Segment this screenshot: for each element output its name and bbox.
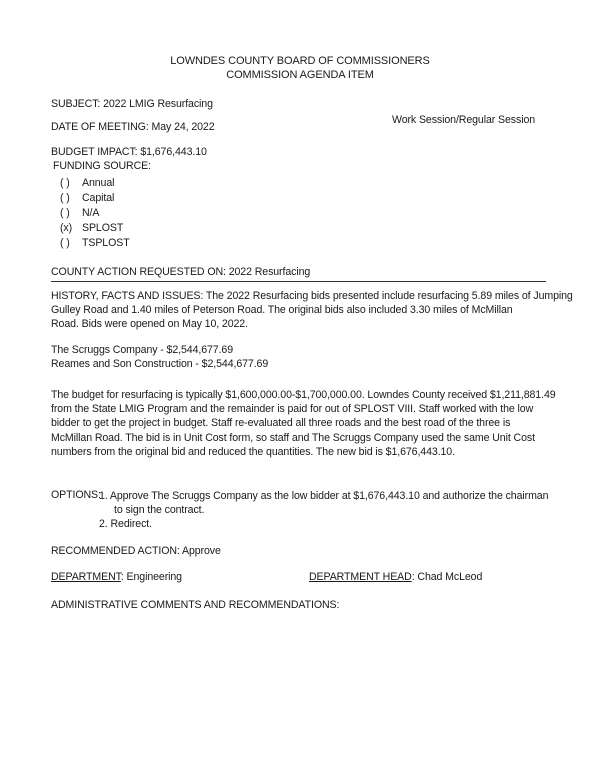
subject-label: SUBJECT: [51, 98, 101, 110]
history-line: Gulley Road and 1.40 miles of Peterson Road. The original bids also included 3.30 miles of McMillan [51, 304, 513, 317]
department-head-label: DEPARTMENT HEAD [309, 571, 412, 583]
budget-impact-value: $1,676,443.10 [140, 146, 207, 158]
department-line [51, 571, 182, 583]
funding-option-label: Capital [82, 192, 115, 204]
session-type: Work Session/Regular Session [392, 114, 536, 126]
narrative-line: numbers from the original bid and reduced the quantities. The new bid is $1,676,443.10. [51, 445, 455, 458]
county-action-value: 2022 Resurfacing [228, 266, 311, 278]
subject-line [51, 98, 213, 110]
history-line: HISTORY, FACTS AND ISSUES: The 2022 Resurfacing bids presented include resurfacing 5.89 miles of Jumping [51, 290, 573, 302]
organization-title: LOWNDES COUNTY BOARD OF COMMISSIONERS [170, 55, 430, 67]
funding-option-label: N/A [82, 207, 100, 219]
narrative-line: The budget for resurfacing is typically $1,600,000.00-$1,700,000.00. Lowndes County received $1,211,881.49 [51, 389, 556, 401]
budget-narrative [51, 388, 556, 459]
department-head-line [309, 571, 482, 583]
department-label: DEPARTMENT [51, 571, 121, 583]
budget-impact-label: BUDGET IMPACT: [51, 146, 138, 158]
recommended-action-label: RECOMMENDED ACTION: [51, 545, 180, 557]
section-divider [51, 281, 546, 282]
county-action-line [51, 266, 310, 278]
funding-source-list [60, 176, 130, 251]
document-header [0, 54, 600, 82]
option-2: 2. Redirect. [99, 518, 152, 531]
narrative-line: McMillan Road. The bid is in Unit Cost form, so staff and The Scruggs Company used the same Unit Cost [51, 431, 535, 444]
option-1: 1. Approve The Scruggs Company as the low bidder at $1,676,443.10 and authorize the chairman [99, 490, 549, 502]
bid-entry: The Scruggs Company - $2,544,677.69 [51, 344, 234, 356]
checkbox-mark: ( ) [60, 207, 70, 219]
funding-option-label: Annual [82, 177, 115, 189]
narrative-line: from the State LMIG Program and the remainder is paid for out of SPLOST VIII. Staff worked with the low [51, 403, 534, 416]
funding-option-capital [60, 191, 130, 206]
narrative-line: bidder to get the project in budget. Staff re-evaluated all three roads and the best road of the three is [51, 417, 511, 430]
option-1-continuation: to sign the contract. [114, 504, 205, 517]
meeting-date-line [51, 121, 215, 133]
meeting-date-label: DATE OF MEETING: [51, 121, 149, 133]
history-line: Road. Bids were opened on May 10, 2022. [51, 318, 248, 331]
subject-value: 2022 LMIG Resurfacing [103, 98, 213, 110]
funding-source-label: FUNDING SOURCE: [53, 160, 151, 172]
recommended-action-value: Approve [182, 545, 221, 557]
funding-option-label: TSPLOST [82, 237, 130, 249]
funding-option-annual [60, 176, 130, 191]
budget-impact-line [51, 146, 207, 158]
checkbox-mark: ( ) [60, 192, 70, 204]
document-type-title: COMMISSION AGENDA ITEM [226, 69, 374, 81]
funding-option-label: SPLOST [82, 222, 124, 234]
checkbox-mark-checked: (x) [60, 222, 73, 234]
funding-option-tsplost [60, 236, 130, 251]
meeting-date-value: May 24, 2022 [151, 121, 215, 133]
recommended-action-line [51, 545, 221, 557]
bid-entry: Reames and Son Construction - $2,544,677.69 [51, 358, 269, 371]
checkbox-mark: ( ) [60, 177, 70, 189]
options-label: OPTIONS: [51, 489, 101, 501]
options-list [99, 489, 548, 532]
history-facts-issues [51, 289, 573, 332]
department-head-value: : Chad McLeod [411, 571, 483, 583]
department-value: : Engineering [120, 571, 182, 583]
bid-list [51, 343, 551, 371]
admin-comments-label: ADMINISTRATIVE COMMENTS AND RECOMMENDATIONS: [51, 599, 340, 611]
checkbox-mark: ( ) [60, 237, 70, 249]
funding-option-na [60, 206, 130, 221]
county-action-label: COUNTY ACTION REQUESTED ON: [51, 266, 226, 278]
funding-option-splost [60, 221, 130, 236]
